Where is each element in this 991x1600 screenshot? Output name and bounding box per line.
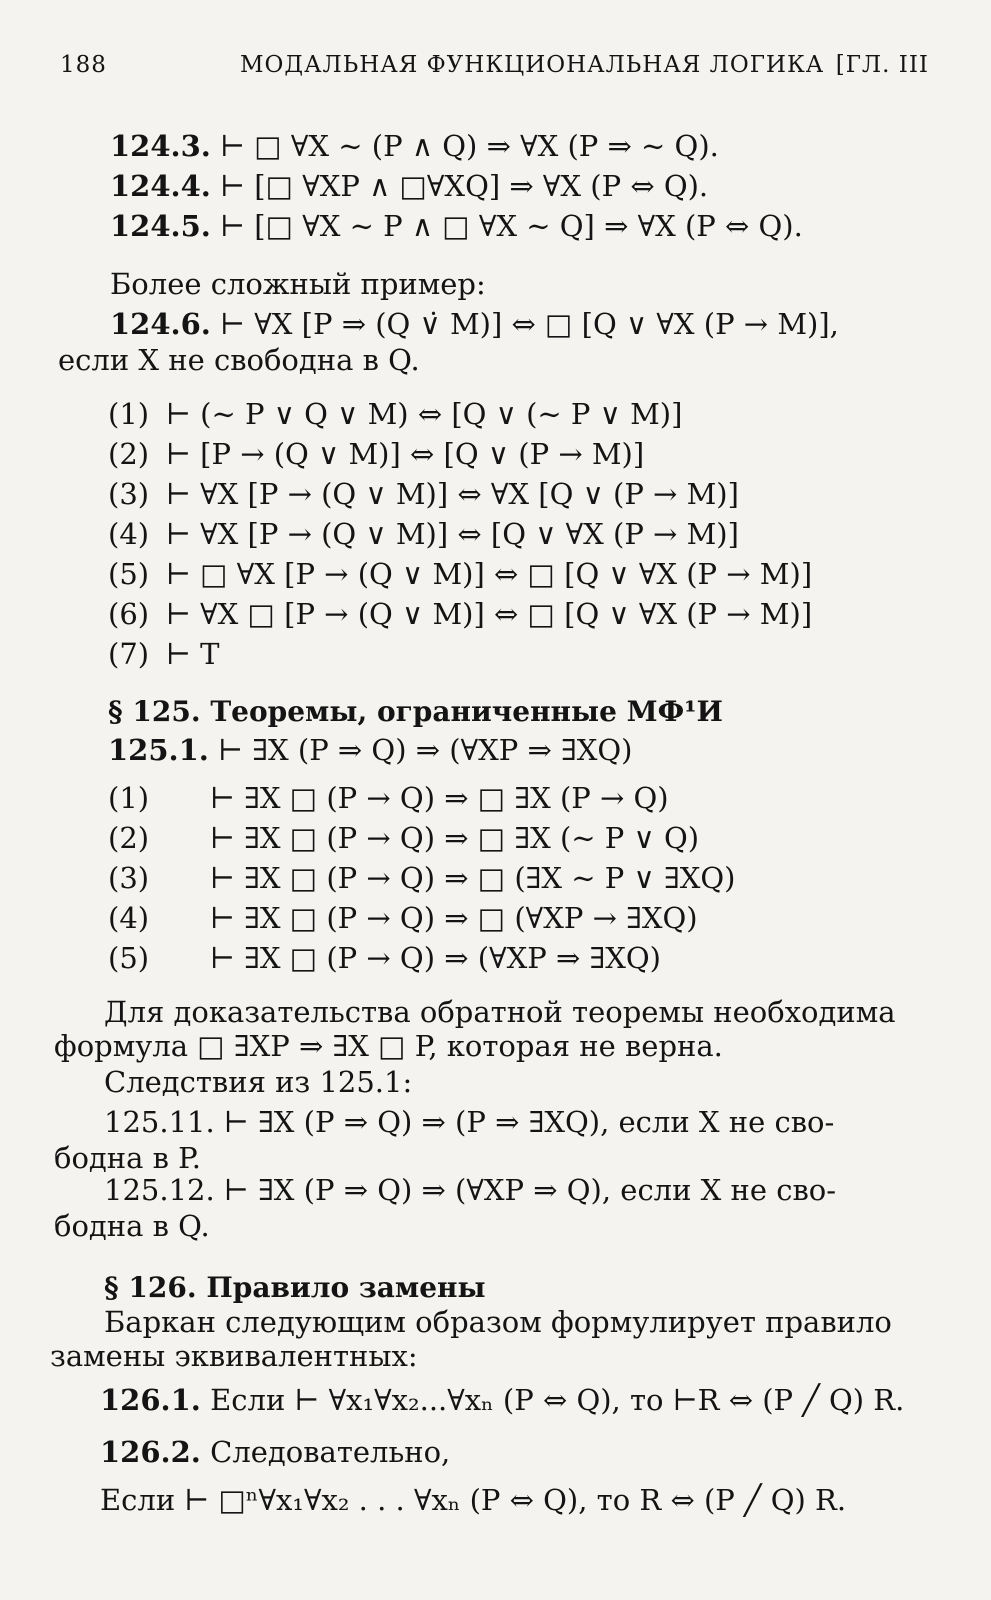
proof-step [108,900,698,936]
step-number: (2) [108,821,150,855]
complex-example-intro: Более сложный пример: [110,267,486,301]
proof-step [108,596,812,632]
theorem-formula: ⊢ [□ ∀XP ∧ □∀XQ] ⇒ ∀X (P ⇔ Q). [220,169,709,203]
chapter-label: [ГЛ. III [835,52,929,78]
section-126-heading: § 126. Правило замены [104,1271,486,1304]
step-formula: ⊢ T [166,637,220,671]
theorem-number: 124.3. [110,129,211,163]
step-formula: ⊢ ∀X [P → (Q ∨ M)] ⇔ ∀X [Q ∨ (P → M)] [166,477,739,511]
running-title: МОДАЛЬНАЯ ФУНКЦИОНАЛЬНАЯ ЛОГИКА [240,52,825,78]
step-number: (1) [108,397,150,431]
step-number: (5) [108,941,150,975]
proof-step [108,820,699,856]
section-125-heading: § 125. Теоремы, ограниченные МФ¹И [108,695,723,728]
theorem-number: 125.1. [108,733,209,767]
corollary-125-12-cont: бодна в Q. [54,1209,210,1243]
step-number: (7) [108,637,150,671]
proof-step [108,556,812,592]
step-number: (2) [108,437,150,471]
corollary-125-11: 125.11. ⊢ ∃X (P ⇒ Q) ⇒ (P ⇒ ∃XQ), если X не сво- [104,1105,835,1139]
step-formula: ⊢ ∀X [P → (Q ∨ M)] ⇔ [Q ∨ ∀X (P → M)] [166,517,739,551]
proof-step [108,940,661,976]
theorem-number: 124.5. [110,209,211,243]
proof-step [108,476,739,512]
theorem-formula: ⊢ ∃X (P ⇒ Q) ⇒ (∀XP ⇒ ∃XQ) [218,733,633,767]
converse-text-line-2: формула □ ∃XP ⇒ ∃X □ P, которая не верна. [54,1029,723,1063]
theorem-condition: если X не свободна в Q. [58,343,420,377]
corollary-125-12: 125.12. ⊢ ∃X (P ⇒ Q) ⇒ (∀XP ⇒ Q), если X не сво- [104,1173,837,1207]
step-number: (3) [108,861,150,895]
step-number: (1) [108,781,150,815]
rule-number: 126.1. [100,1383,201,1417]
proof-step [108,860,735,896]
rule-126-1 [100,1382,904,1418]
step-formula: ⊢ ∃X □ (P → Q) ⇒ (∀XP ⇒ ∃XQ) [210,941,661,975]
theorem-formula: ⊢ [□ ∀X ∼ P ∧ □ ∀X ∼ Q] ⇒ ∀X (P ⇔ Q). [220,209,803,243]
step-formula: ⊢ ∃X □ (P → Q) ⇒ □ (∃X ∼ P ∨ ∃XQ) [210,861,736,895]
step-number: (3) [108,477,150,511]
corollaries-intro: Следствия из 125.1: [104,1065,413,1099]
rule-number: 126.2. [100,1435,201,1469]
step-formula: ⊢ [P → (Q ∨ M)] ⇔ [Q ∨ (P → M)] [166,437,645,471]
section-126-intro-2: замены эквивалентных: [50,1339,418,1373]
step-number: (4) [108,901,150,935]
step-formula: ⊢ ∃X □ (P → Q) ⇒ □ ∃X (∼ P ∨ Q) [210,821,700,855]
theorem-number: 124.6. [110,307,211,341]
theorem-formula: ⊢ □ ∀X ∼ (P ∧ Q) ⇒ ∀X (P ⇒ ∼ Q). [220,129,719,163]
proof-step [108,516,739,552]
running-header [0,52,991,92]
rule-text: Следовательно, [210,1435,451,1469]
theorem-124-3 [110,128,719,164]
theorem-125-1 [108,732,632,768]
rule-126-2 [100,1434,450,1470]
section-126-intro-1: Баркан следующим образом формулирует правило [104,1305,892,1339]
step-number: (4) [108,517,150,551]
theorem-124-6 [110,306,839,342]
theorem-124-4 [110,168,708,204]
corollary-125-11-cont: бодна в P. [54,1141,202,1175]
rule-126-2-formula: Если ⊢ □ⁿ∀x₁∀x₂ . . . ∀xₙ (P ⇔ Q), то R ⇔ (P ╱ Q) R. [100,1483,847,1517]
proof-step [108,396,682,432]
proof-step [108,636,220,672]
step-formula: ⊢ ∃X □ (P → Q) ⇒ □ (∀XP → ∃XQ) [210,901,698,935]
step-formula: ⊢ (∼ P ∨ Q ∨ M) ⇔ [Q ∨ (∼ P ∨ M)] [166,397,683,431]
proof-step [108,780,669,816]
step-formula: ⊢ ∃X □ (P → Q) ⇒ □ ∃X (P → Q) [210,781,669,815]
step-formula: ⊢ □ ∀X [P → (Q ∨ M)] ⇔ □ [Q ∨ ∀X (P → M)] [166,557,813,591]
theorem-formula: ⊢ ∀X [P ⇒ (Q ∨̇ M)] ⇔ □ [Q ∨ ∀X (P → M)], [220,307,839,341]
theorem-number: 124.4. [110,169,211,203]
theorem-124-5 [110,208,803,244]
proof-step [108,436,644,472]
step-number: (5) [108,557,150,591]
step-number: (6) [108,597,150,631]
converse-text-line-1: Для доказательства обратной теоремы необходима [104,995,896,1029]
page-number: 188 [60,52,107,78]
step-formula: ⊢ ∀X □ [P → (Q ∨ M)] ⇔ □ [Q ∨ ∀X (P → M)] [166,597,813,631]
rule-text: Если ⊢ ∀x₁∀x₂...∀xₙ (P ⇔ Q), то ⊢R ⇔ (P ╱ Q) R. [210,1383,905,1417]
